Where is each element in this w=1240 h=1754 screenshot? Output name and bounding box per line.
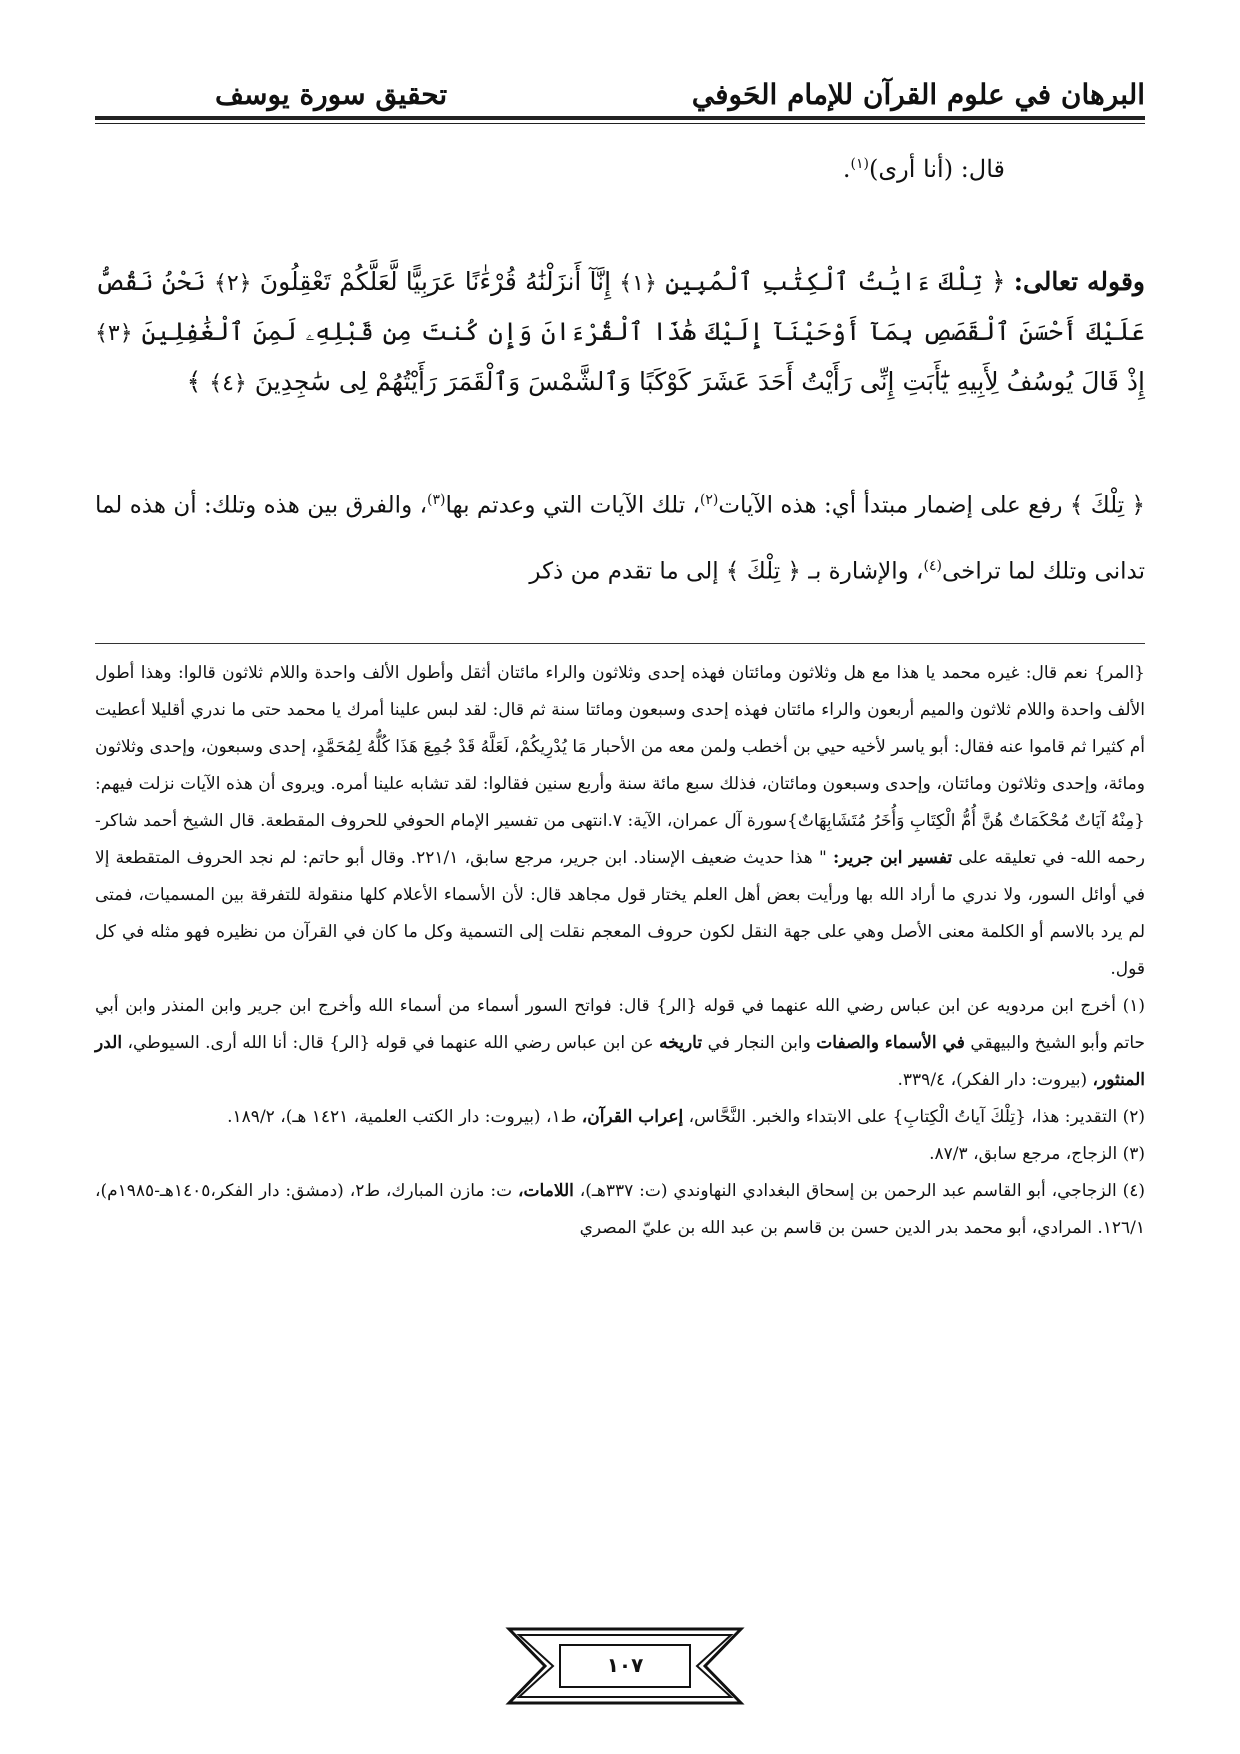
footnote-4 bbox=[95, 1173, 1145, 1247]
fn1-text-2: وابن النجار في bbox=[707, 1033, 811, 1053]
ayah-marker-4: ﴿٤﴾ bbox=[209, 371, 247, 396]
body-segment-2: ، تلك الآيات التي وعدتم بها bbox=[445, 492, 700, 519]
fn1-bold-1: في الأسماء والصفات bbox=[816, 1033, 965, 1053]
section-title: تحقيق سورة يوسف bbox=[215, 78, 448, 111]
said-line bbox=[843, 155, 1005, 183]
fn3-text-1: (٣) الزجاج، مرجع سابق، ٨٧/٣. bbox=[929, 1144, 1145, 1164]
footnote-ref-2: (٢) bbox=[699, 492, 719, 508]
fn1-bold-2: تاريخه bbox=[659, 1033, 703, 1053]
header-rule-thick bbox=[95, 116, 1145, 120]
fn1-text-1: (١) أخرج ابن مردويه عن ابن عباس رضي الله عنهما في قوله {الر} قال: فواتح السور أسماء من أسماء الله وأخرج ابن جرير وابن المنذر وابن أبي حاتم وأبو الشيخ والبيهقي bbox=[95, 996, 1146, 1053]
footnote-3 bbox=[95, 1136, 1145, 1173]
verse-close-bracket: ﴾ bbox=[186, 367, 202, 396]
page-number: ١٠٧ bbox=[606, 1653, 644, 1677]
ayah-marker-1: ﴿١﴾ bbox=[619, 271, 657, 296]
ayah-3: نَحْنُ نَقُصُّ عَلَيْكَ أَحْسَنَ ٱلْقَصَصِ بِمَآ أَوْحَيْنَآ إِلَيْكَ هَٰذَا ٱلْقُرْءَانَ وَإِن كُنتَ مِن قَبْلِهِۦ لَمِنَ ٱلْغَٰفِلِينَ bbox=[95, 267, 1145, 346]
said-end: . bbox=[842, 155, 851, 183]
body-paragraph bbox=[95, 470, 1145, 601]
fn1-text-4: (بيروت: دار الفكر)، ٣٣٩/٤. bbox=[897, 1070, 1088, 1090]
fn2-bold-1: إعراب القرآن، bbox=[581, 1107, 684, 1127]
fn1-bold-3: الدر المنثور، bbox=[95, 1033, 1145, 1090]
fn2-text-1: (٢) التقدير: هذا، {تِلْكَ آياتُ الْكِتابِ} على الابتداء والخبر. النَّحَّاس، bbox=[688, 1107, 1145, 1127]
said-text: قال: (أنا أرى) bbox=[869, 155, 1005, 183]
ayah-2: إِنَّآ أَنزَلْنَٰهُ قُرْءَٰنًا عَرَبِيًّا لَّعَلَّكُمْ تَعْقِلُونَ bbox=[259, 267, 612, 296]
footnote-ref-1: (١) bbox=[850, 156, 869, 172]
footnotes bbox=[95, 655, 1145, 1247]
page-header bbox=[95, 78, 1145, 112]
fn4-bold-1: اللامات، bbox=[518, 1181, 574, 1201]
footnote-ref-4: (٤) bbox=[923, 557, 942, 574]
ayah-1: تِلْكَ ءَايَٰتُ ٱلْكِتَٰبِ ٱلْمُبِينِ bbox=[665, 267, 983, 296]
ayah-marker-2: ﴿٢﴾ bbox=[213, 271, 252, 296]
verse-label: وقوله تعالى: bbox=[1013, 267, 1145, 296]
header-rule-thin bbox=[95, 123, 1145, 124]
footnote-separator bbox=[95, 643, 1145, 644]
footnote-continuation bbox=[95, 655, 1145, 988]
fn-cont-text-1: {المر} نعم قال: غيره محمد يا هذا مع هل وثلاثون ومائتان فهذه إحدى وثلاثون والراء مائتان أثقل وأطول الألف واحدة واللام ثلاثون قالوا: وهذا أطول الألف واحدة واللام ثلاثون والميم أربعون والراء مائتان فهذه إحدى وسبعون ومائتا سنة ثم قال: لقد لبس علينا أمرك يا محمد حتى ما ندري أقليلا أعطيت أم كثيرا ثم قاموا عنه فقال: أبو ياسر لأخيه حيي بن أخطب ولمن معه من الأحبار مَا يُدْرِيكُمْ، لَعَلَّهُ قَدْ جُمِعَ هَذَا كُلُّهُ لِمُحَمَّدٍ، إحدى وسبعون، وإحدى وثلاثون ومائة، وإحدى وثلاثون ومائتان، وإحدى وسبعون ومائتان، فذلك سبع مائة سنة وأربع سنين فقالوا: لقد تشابه علينا أمره. ويروى أن هذه الآيات نزلت فيهم:{مِنْهُ آيَاتٌ مُحْكَمَاتٌ هُنَّ أُمُّ الْكِتَابِ وَأُخَرُ مُتَشَابِهَاتٌ}سورة آل عمران، الآية: ٧.انتهى من تفسير الإمام الحوفي للحروف المقطعة. قال الشيخ أحمد شاكر- رحمه الله- في تعليقه على bbox=[95, 663, 1145, 868]
fn1-text-3: عن ابن عباس رضي الله عنهما في قوله {الر} قال: أنا الله أرى. السيوطي، bbox=[127, 1033, 654, 1053]
footnote-2 bbox=[95, 1099, 1145, 1136]
fn4-text-2: ت: مازن المبارك، ط٢، (دمشق: دار الفكر،١٤٠٥هـ-١٩٨٥م)، ١٢٦/١. المرادي، أبو محمد بدر الدين حسن بن قاسم بن عبد الله بن عليّ المصري bbox=[95, 1181, 1145, 1238]
quran-verse-block bbox=[95, 258, 1145, 408]
verse-open-bracket: ﴿ bbox=[990, 267, 1006, 296]
body-segment-3: ، والفرق بين هذه وتلك: أن هذه لما تدانى وتلك لما تراخى bbox=[95, 492, 1145, 585]
footnote-ref-3: (٣) bbox=[427, 492, 446, 508]
body-segment-1: ﴿ تِلْكَ ﴾ رفع على إضمار مبتدأ أي: هذه الآيات bbox=[718, 492, 1146, 519]
fn-cont-text-2: " هذا حديث ضعيف الإسناد. ابن جرير، مرجع سابق، ٢٢١/١. وقال أبو حاتم: لم نجد الحروف المتقطعة إلا في أوائل السور، ولا ندري ما أراد الله بها ورأيت بعض أهل العلم يختار قول مجاهد قال: لأن الأسماء الأعلام كلها منقولة للتفرقة بين المسميات، فمتى لم يرد بالاسم أو الكلمة معنى الأصل وهي على جهة النقل لكون حروف المعجم نقلت إلى التسمية وكل ما كان في القرآن من نظيره فهو مثله في كل قول. bbox=[95, 848, 1145, 979]
ayah-marker-3: ﴿٣﴾ bbox=[95, 321, 133, 346]
book-title: البرهان في علوم القرآن للإمام الحَوفي bbox=[691, 78, 1145, 111]
footnote-1 bbox=[95, 988, 1145, 1099]
ayah-4: إِذْ قَالَ يُوسُفُ لِأَبِيهِ يَٰٓأَبَتِ إِنِّى رَأَيْتُ أَحَدَ عَشَرَ كَوْكَبًا وَٱلشَّمْسَ وَٱلْقَمَرَ رَأَيْتُهُمْ لِى سَٰجِدِينَ bbox=[254, 367, 1145, 396]
fn-cont-bold-1: تفسير ابن جرير: bbox=[833, 848, 953, 868]
fn2-text-2: ط١، (بيروت: دار الكتب العلمية، ١٤٢١ هـ)، ١٨٩/٢. bbox=[227, 1107, 577, 1127]
body-segment-4: ، والإشارة بـ ﴿ تِلْكَ ﴾ إلى ما تقدم من ذكر bbox=[529, 558, 924, 585]
fn4-text-1: (٤) الزجاجي، أبو القاسم عبد الرحمن بن إسحاق البغدادي النهاوندي (ت: ٣٣٧هـ)، bbox=[579, 1181, 1146, 1201]
